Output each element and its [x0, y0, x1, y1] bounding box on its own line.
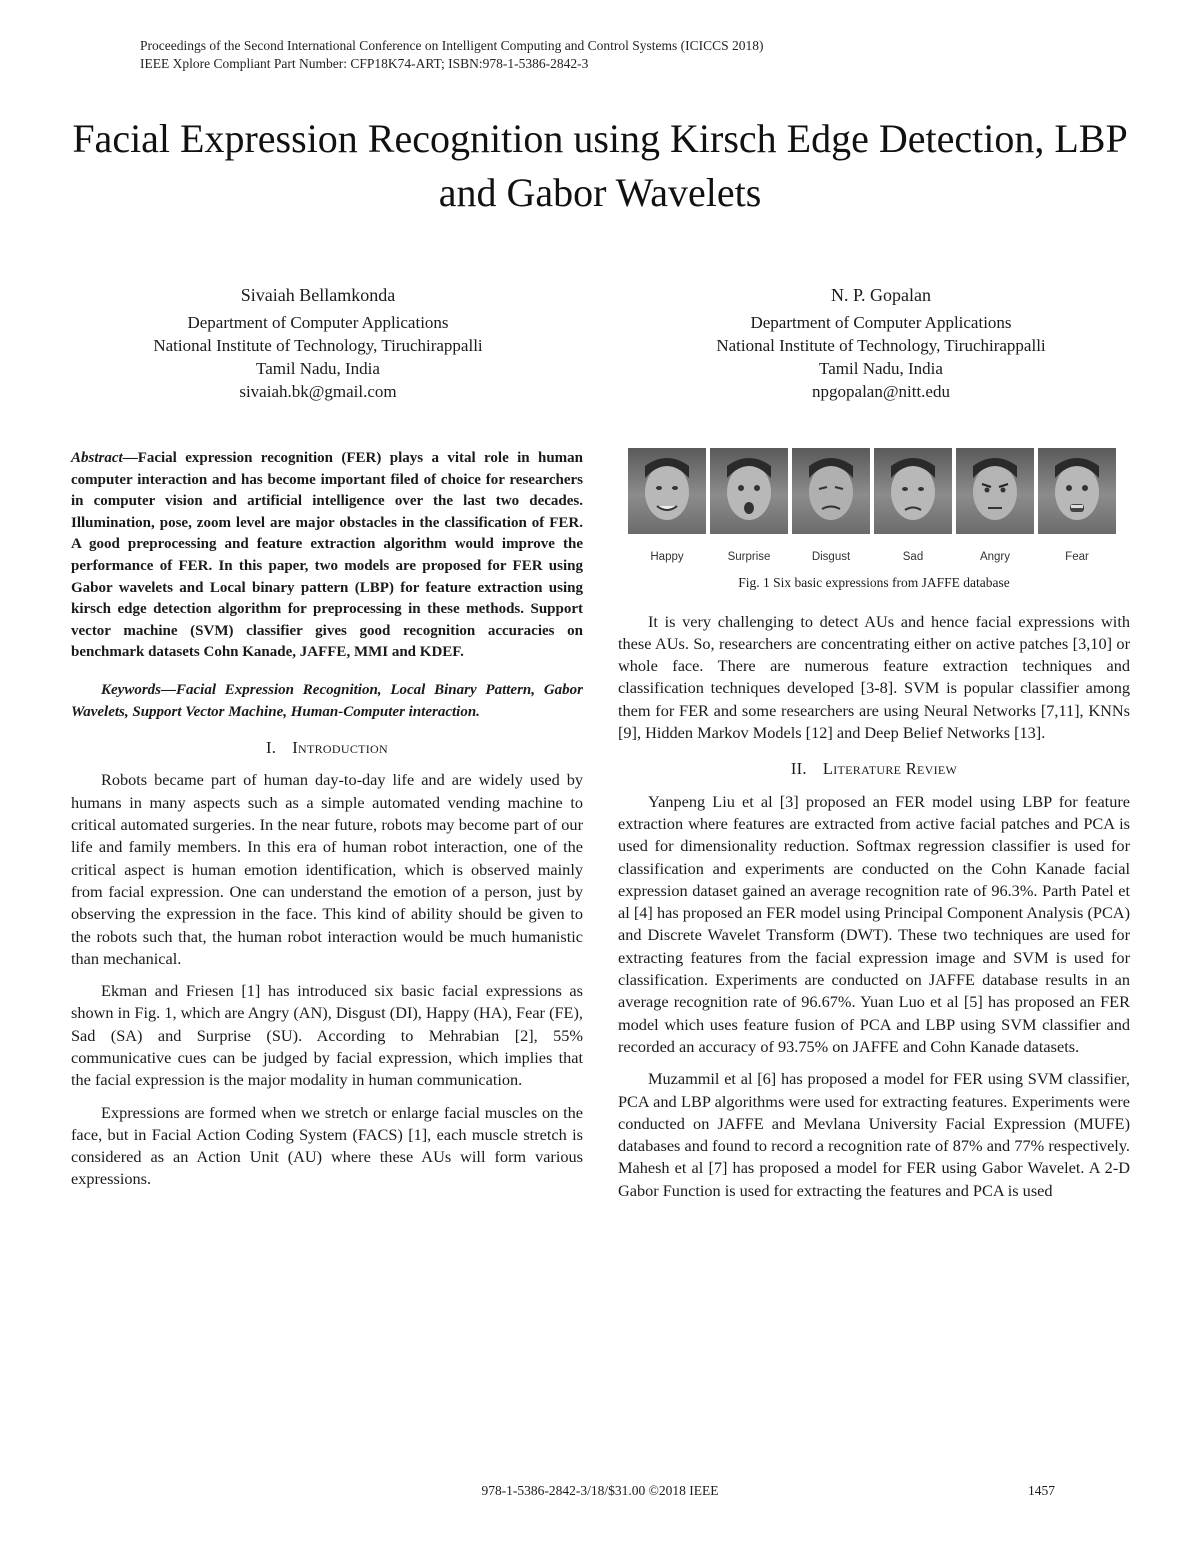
page-number: 1457: [1028, 1483, 1055, 1498]
abstract-lead: Abstract: [71, 450, 123, 466]
abstract-text: —Facial expression recognition (FER) plays a vital role in human computer interaction and has become important filed of choice for researchers in computer vision and artificial intelligence over the last two decades. Illumination, pose, zoom level are major obstacles in the classification of FER. A good preprocessing and feature extraction algorithm would improve the performance of FER. In this paper, two models are proposed for FER using Gabor wavelets and Local binary pattern (LBP) for feature extraction using kirsch edge detection algorithm for preprocessing in these methods. Support vector machine (SVM) classifier gives good recognition accuracies on benchmark datasets Cohn Kanade, JAFFE, MMI and KDEF.: [71, 450, 583, 661]
face-image-happy: [628, 448, 706, 534]
face-label: Fear: [1065, 551, 1089, 563]
literature-paragraph: Yanpeng Liu et al [3] proposed an FER model using LBP for feature extraction where features are extracted from active facial patches and PCA is used for dimensionality reduction. Softmax regression classifier is used for classification and experiments are conducted on the Cohn Kanade facial expression dataset gained an average recognition rate of 96.3%. Parth Patel et al [4] has proposed an FER model using Principal Component Analysis (PCA) and Discrete Wavelet Transform (DWT). These two techniques are used for extracting features from the facial expression image and SVM is used for classification. Experiments are conducted on JAFFE database results in an average recognition rate of 96.67%. Yuan Luo et al [5] has proposed an FER model which uses feature fusion of PCA and LBP using SVM classifier and recorded an accuracy of 93.75% on JAFFE and Cohn Kanade datasets.: [618, 791, 1130, 1056]
intro-paragraph: Robots became part of human day-to-day life and are widely used by humans in many aspects such as a simple automated vending machine to critical automated surgeries. In the near future, robots may become part of our life and family members. In this era of human robot interaction, one of the critical aspect is human emotion identification, which is observed mainly from facial expression. One can understand the emotion of a person, just by observing the expression in the face. This kind of ability should be given to the robots such that, the human robot interaction would be much humanistic than mechanical.: [71, 770, 583, 968]
author-institution: National Institute of Technology, Tiruchirappalli: [716, 336, 1046, 355]
intro-paragraph: Ekman and Friesen [1] has introduced six basic facial expressions as shown in Fig. 1, which are Angry (AN), Disgust (DI), Happy (HA), Fear (FE), Sad (SA) and Surprise (SU). According to Mehrabian [2], 55% communicative cues can be judged by facial expression, which implies that the facial expression is the major modality in human communication.: [71, 981, 583, 1090]
author-email: npgopalan@nitt.edu: [812, 382, 950, 401]
face-image-surprise: [710, 448, 788, 534]
paper-title: Facial Expression Recognition using Kirsch Edge Detection, LBP and Gabor Wavelets: [72, 116, 1128, 215]
author-block: [621, 284, 1141, 403]
author-block: [58, 284, 578, 403]
section-heading-introduction: [71, 737, 583, 759]
face-image-fear: [1038, 448, 1116, 534]
body-paragraph: It is very challenging to detect AUs and hence facial expressions with these AUs. So, researchers are concentrating either on active patches [3,10] or whole face. There are numerous feature extraction techniques and classification techniques developed [3-8]. SVM is popular classifier among them for FER and some researchers are using Neural Networks [7,11], KNNs [9], Hidden Markov Models [12] and Deep Belief Networks [13].: [618, 611, 1130, 743]
author-department: Department of Computer Applications: [187, 313, 449, 332]
section-heading-literature-review: [618, 758, 1130, 780]
section-number: II.: [790, 759, 807, 779]
expression-figure: [618, 448, 1130, 544]
section-number: I.: [266, 738, 277, 758]
author-department: Department of Computer Applications: [750, 313, 1012, 332]
intro-paragraph: Expressions are formed when we stretch or enlarge facial muscles on the face, but in Facial Action Coding System (FACS) [1], each muscle stretch is considered as an Action Unit (AU) where these AUs will form various expressions.: [71, 1102, 583, 1189]
section-title: Introduction: [292, 738, 388, 758]
author-email: sivaiah.bk@gmail.com: [239, 382, 397, 401]
face-label: Disgust: [811, 551, 851, 563]
face-label: Angry: [979, 551, 1011, 563]
figure-caption: Fig. 1 Six basic expressions from JAFFE database: [738, 575, 1010, 591]
face-image-sad: [874, 448, 952, 534]
part-number-header: IEEE Xplore Compliant Part Number: CFP18K74-ART; ISBN:978-1-5386-2842-3: [140, 56, 589, 71]
face-image-angry: [956, 448, 1034, 534]
face-label-row: [628, 546, 1130, 568]
right-column: [618, 448, 1130, 1212]
author-name: Sivaiah Bellamkonda: [240, 285, 396, 305]
keywords: Keywords—Facial Expression Recognition, Local Binary Pattern, Gabor Wavelets, Support Vector Machine, Human-Computer interaction.: [71, 681, 583, 720]
literature-paragraph: Muzammil et al [6] has proposed a model for FER using SVM classifier, PCA and LBP algorithms were used for extracting features. Experiments were conducted on JAFFE and Mevlana University Facial Expression (MUFE) databases and found to record a recognition rate of 87% and 77% respectively. Mahesh et al [7] has proposed a model for FER using Gabor Wavelet. A 2-D Gabor Function is used for extracting the features and PCA is used: [618, 1069, 1130, 1200]
face-label: Sad: [902, 551, 924, 563]
conference-header: Proceedings of the Second International Conference on Intelligent Computing and Control Systems (ICICCS 2018): [140, 38, 764, 53]
author-location: Tamil Nadu, India: [819, 359, 943, 378]
left-column: [71, 448, 583, 1201]
author-name: N. P. Gopalan: [831, 285, 931, 305]
face-label: Surprise: [727, 551, 771, 563]
face-image-disgust: [792, 448, 870, 534]
author-institution: National Institute of Technology, Tiruchirappalli: [153, 336, 483, 355]
face-strip: [628, 448, 1130, 534]
copyright-footer: 978-1-5386-2842-3/18/$31.00 ©2018 IEEE: [481, 1483, 719, 1498]
abstract: [71, 448, 583, 664]
face-label: Happy: [650, 551, 684, 563]
section-title: Literature Review: [822, 759, 958, 779]
author-location: Tamil Nadu, India: [256, 359, 380, 378]
